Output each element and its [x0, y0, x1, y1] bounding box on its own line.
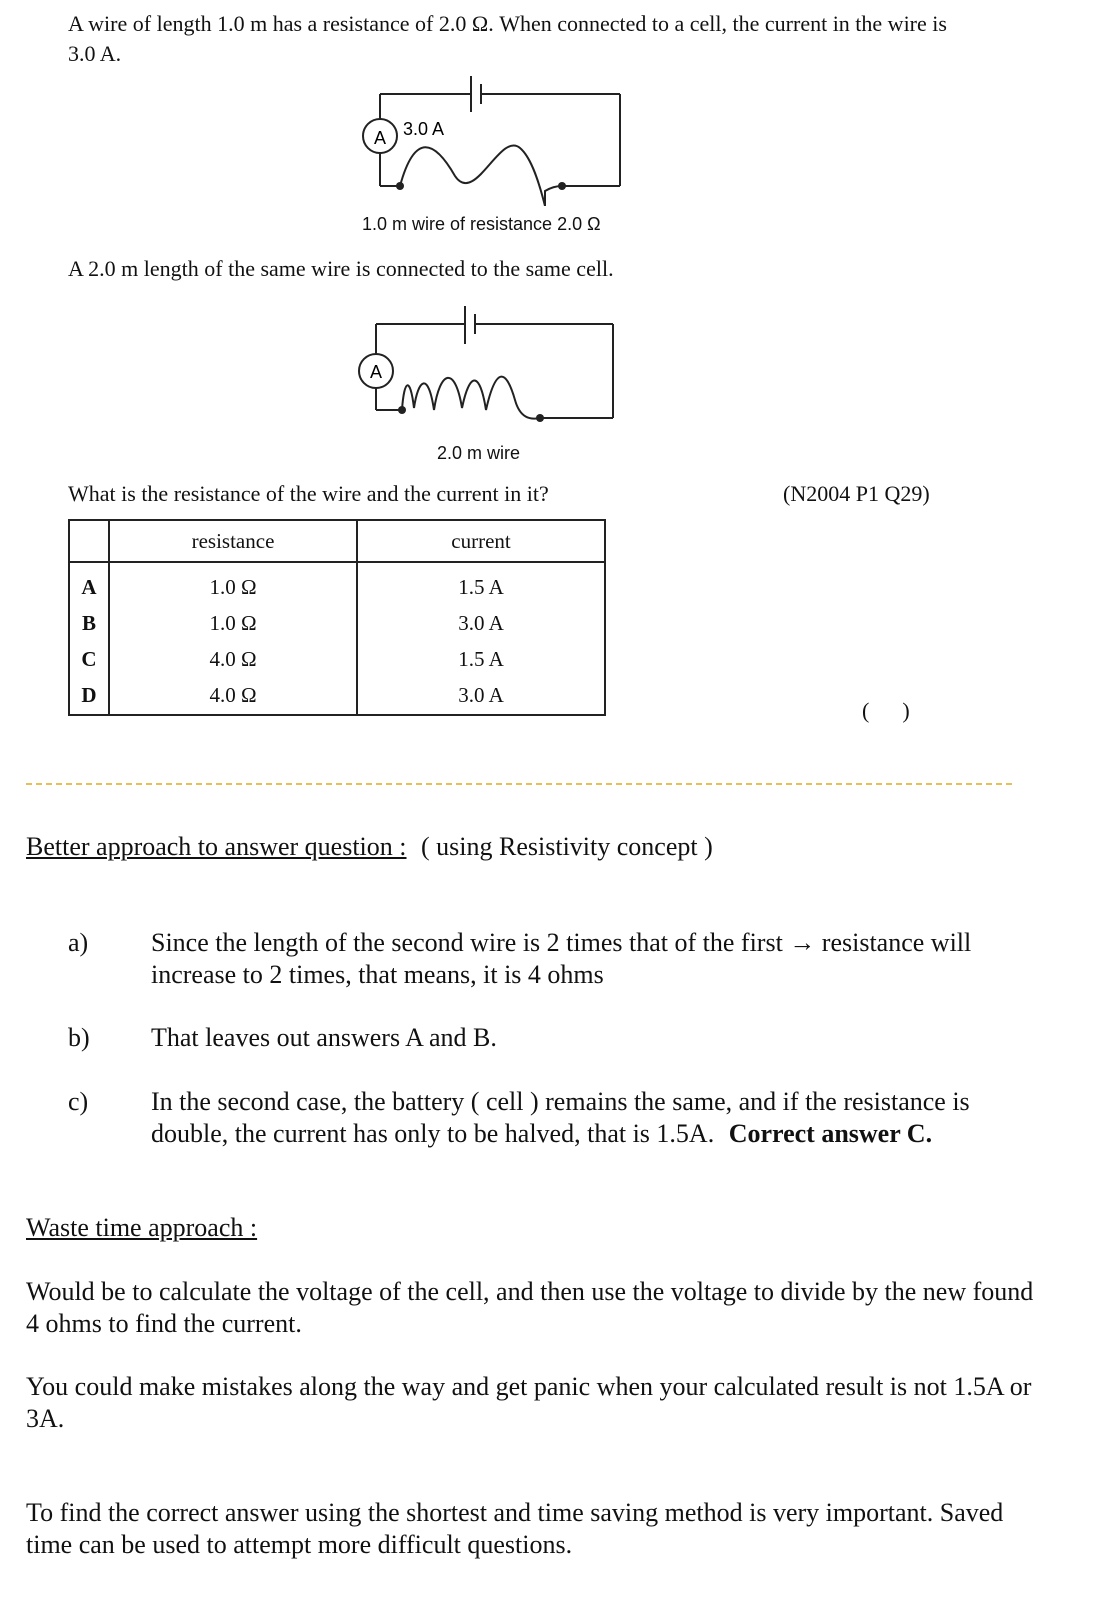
option-current: 3.0 A	[458, 610, 504, 635]
better-approach-heading-line	[26, 831, 713, 863]
table-row	[69, 605, 605, 641]
point-marker-c: c)	[68, 1087, 89, 1116]
resistance-wire-1	[400, 145, 562, 206]
ammeter-1-label: A	[373, 128, 387, 148]
option-resistance: 1.0 Ω	[109, 605, 357, 641]
header-current: current	[357, 520, 605, 562]
options-table	[68, 519, 606, 716]
question-intro: A wire of length 1.0 m has a resistance of 2.0 Ω. When connected to a cell, the current in the wire is 3.0 A.	[68, 11, 947, 66]
option-resistance: 4.0 Ω	[109, 678, 357, 715]
table-row	[69, 562, 605, 605]
diagram-1-caption: 1.0 m wire of resistance 2.0 Ω	[362, 214, 601, 234]
point-text-c-body: In the second case, the battery ( cell ) remains the same, and if the resistance is double, the current has only to be halved, that is 1.5A.	[151, 1087, 970, 1148]
ammeter-2-label: A	[369, 362, 383, 382]
circuit-diagram-1	[340, 66, 640, 206]
resistance-wire-2	[402, 377, 540, 419]
point-text-b: That leaves out answers A and B.	[151, 1023, 497, 1052]
question-prompt: What is the resistance of the wire and the current in it?	[68, 481, 549, 506]
current-label-1: 3.0 A	[403, 119, 445, 139]
second-wire-text: A 2.0 m length of the same wire is connected to the same cell.	[68, 256, 614, 281]
waste-approach-heading: Waste time approach :	[26, 1213, 258, 1242]
header-resistance: resistance	[109, 520, 357, 562]
correct-answer: Correct answer C.	[728, 1119, 933, 1148]
diagram-2-caption: 2.0 m wire	[437, 443, 521, 463]
option-label: A	[69, 562, 109, 605]
better-approach-heading: Better approach to answer question :	[26, 832, 407, 861]
table-row	[69, 678, 605, 715]
point-marker-a: a)	[68, 928, 89, 957]
option-current: 1.5 A	[458, 647, 504, 672]
answer-bracket: ( )	[862, 698, 910, 723]
dashed-separator	[26, 783, 1012, 785]
waste-paragraph-1: Would be to calculate the voltage of the cell, and then use the voltage to divide by the new found 4 ohms to find the current.	[26, 1277, 1034, 1338]
table-header-row	[69, 520, 605, 562]
circuit-diagram-2	[340, 300, 630, 430]
point-marker-b: b)	[68, 1023, 90, 1052]
option-current: 1.5 A	[458, 574, 504, 599]
table-row	[69, 642, 605, 678]
better-approach-note: ( using Resistivity concept )	[421, 832, 713, 861]
point-text-c	[151, 1086, 1051, 1150]
option-current: 3.0 A	[458, 683, 504, 708]
option-label: B	[69, 605, 109, 641]
option-label: D	[69, 678, 109, 715]
waste-paragraph-3: To find the correct answer using the shortest and time saving method is very important. Saved time can be used to attempt more difficult questions.	[26, 1498, 1004, 1559]
waste-paragraph-2: You could make mistakes along the way and get panic when your calculated result is not 1.5A or 3A.	[26, 1372, 1032, 1433]
point-text-a: Since the length of the second wire is 2 times that of the first → resistance will increase to 2 times, that means, it is 4 ohms	[151, 928, 972, 989]
option-label: C	[69, 642, 109, 678]
option-resistance: 4.0 Ω	[109, 642, 357, 678]
question-reference: (N2004 P1 Q29)	[783, 481, 930, 506]
option-resistance: 1.0 Ω	[109, 562, 357, 605]
